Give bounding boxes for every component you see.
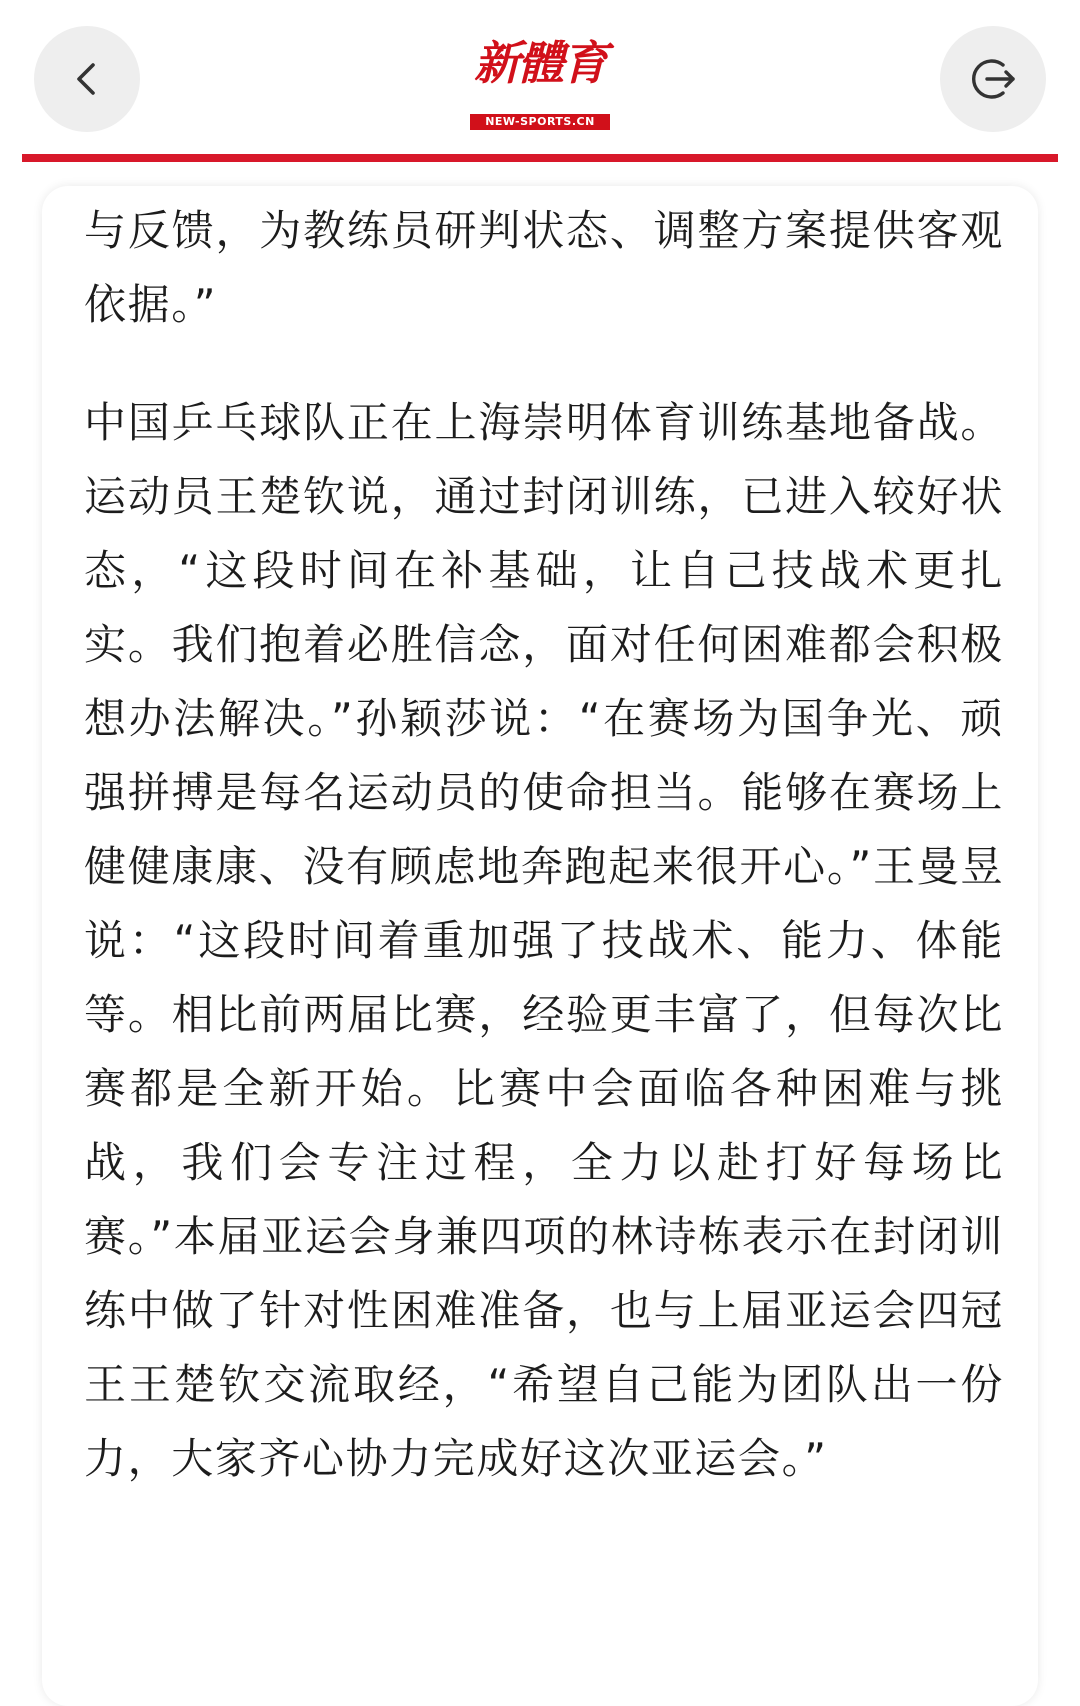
logo-english-text: NEW-SPORTS.CN bbox=[470, 114, 610, 130]
site-logo[interactable] bbox=[466, 30, 614, 130]
top-bar bbox=[0, 0, 1080, 150]
back-button[interactable] bbox=[34, 26, 140, 132]
chevron-left-icon bbox=[67, 59, 107, 99]
article-paragraph-2: 中国乒乓球队正在上海崇明体育训练基地备战。运动员王楚钦说，通过封闭训练，已进入较好状态，“这段时间在补基础，让自己技战术更扎实。我们抱着必胜信念，面对任何困难都会积极想办法解决。”孙颖莎说：“在赛场为国争光、顽强拼搏是每名运动员的使命担当。能够在赛场上健健康康、没有顾虑地奔跑起来很开心。”王曼昱说：“这段时间着重加强了技战术、能力、体能等。相比前两届比赛，经验更丰富了，但每次比赛都是全新开始。比赛中会面临各种困难与挑战，我们会专注过程，全力以赴打好每场比赛。”本届亚运会身兼四项的林诗栋表示在封闭训练中做了针对性困难准备，也与上届亚运会四冠王王楚钦交流取经，“希望自己能为团队出一份力，大家齐心协力完成好这次亚运会。” bbox=[84, 398, 1004, 1483]
share-button[interactable] bbox=[940, 26, 1046, 132]
article-paragraph-1: 与反馈，为教练员研判状态、调整方案提供客观依据。” bbox=[84, 206, 1004, 329]
share-exit-icon bbox=[967, 53, 1019, 105]
logo-chinese-text: 新體育 bbox=[474, 36, 606, 90]
header-divider bbox=[22, 154, 1058, 162]
